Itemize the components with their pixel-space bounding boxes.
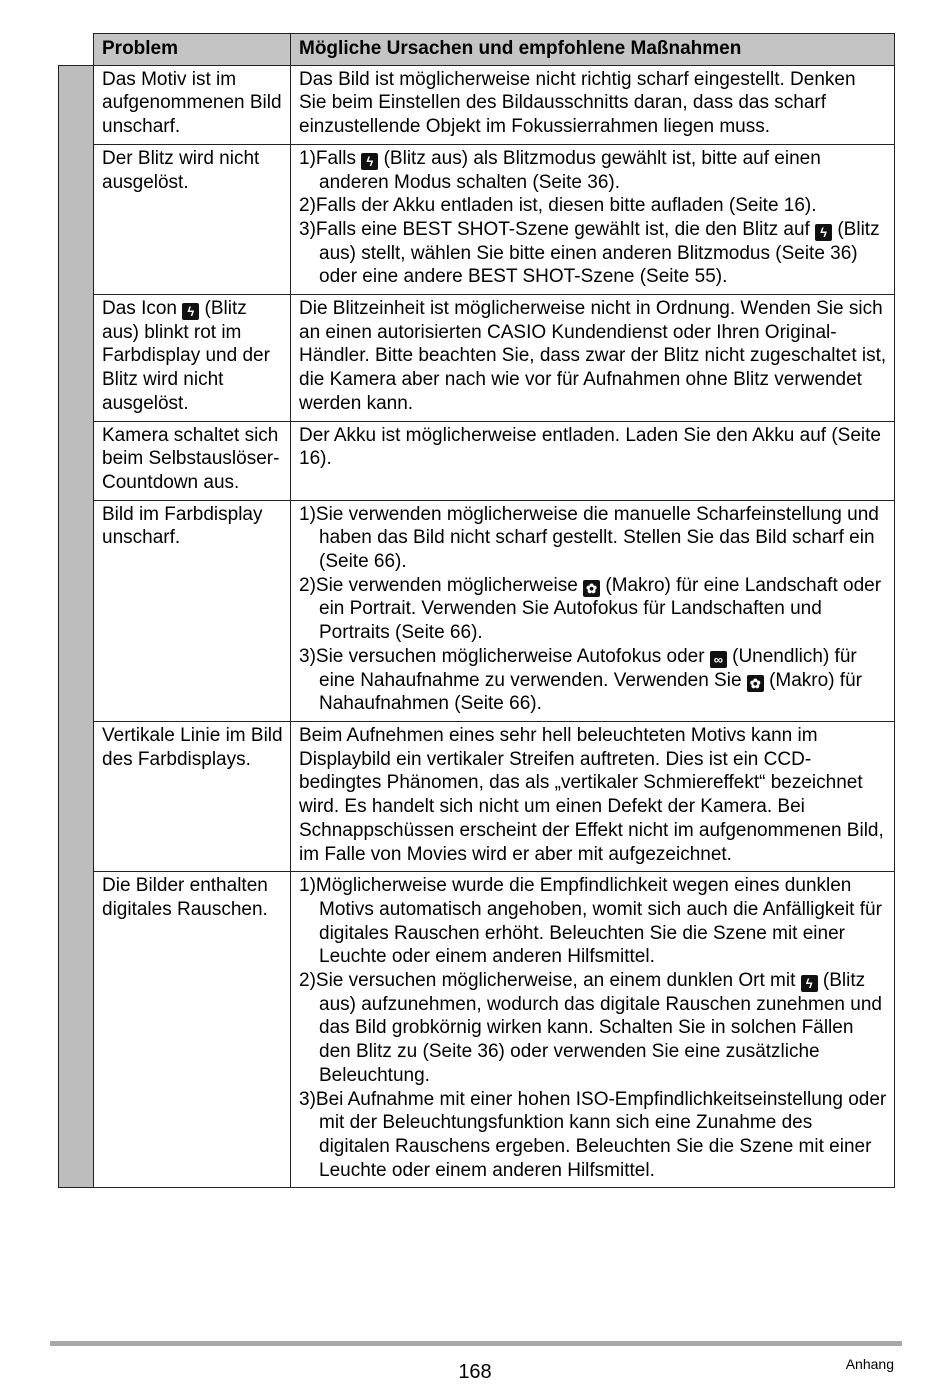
flash-off-icon: ϟ <box>815 224 832 241</box>
solution-step: 3)Bei Aufnahme mit einer hohen ISO-Empfindlichkeitseinstellung oder mit der Beleuchtungsfunktion kann sich eine Zunahme des digitalen Rauschens ergeben. Beleuchten Sie die Szene mit einer Leuchte oder einem anderen Hilfsmittel. <box>299 1088 887 1181</box>
macro-icon: ✿ <box>747 675 764 692</box>
table-row <box>59 721 895 871</box>
solution-steps <box>299 874 888 1182</box>
table-row <box>59 144 895 294</box>
solution-step: 1)Sie verwenden möglicherweise die manuelle Scharfeinstellung und haben das Bild nicht scharf gestellt. Stellen Sie das Bild scharf ein (Seite 66). <box>299 503 879 573</box>
footer-divider <box>50 1341 902 1346</box>
table-row <box>59 872 895 1188</box>
header-problem: Problem <box>94 34 291 66</box>
section-label: Anhang <box>845 1356 894 1372</box>
solution-cell <box>291 144 895 294</box>
solution-step: 1)Möglicherweise wurde die Empfindlichkeit wegen eines dunklen Motivs automatisch angehoben, womit sich auch die Anfälligkeit für digitales Rauschen erhöht. Beleuchten Sie die Szene mit einer Leuchte oder einem anderen Hilfsmittel. <box>299 875 882 968</box>
solution-cell <box>291 500 895 721</box>
solution-cell: Beim Aufnehmen eines sehr hell beleuchteten Motivs kann im Displaybild ein vertikaler Streifen auftreten. Dies ist ein CCD-bedingtes Phänomen, das als „vertikaler Schmiereffekt“ bezeichnet wird. Es handelt sich nicht um einen Defekt der Kamera. Bei Schnappschüssen erscheint der Effekt nicht im aufgenommenen Bild, im Falle von Movies wird er aber mit aufgezeichnet. <box>291 721 895 871</box>
flash-off-icon: ϟ <box>801 975 818 992</box>
solution-step: 2)Sie verwenden möglicherweise ✿ (Makro) für eine Landschaft oder ein Portrait. Verwenden Sie Autofokus für Landschaften und Portraits (Seite 66). <box>299 574 882 644</box>
solution-steps <box>299 147 888 289</box>
problem-cell: Die Bilder enthalten digitales Rauschen. <box>94 872 291 1188</box>
flash-off-icon: ϟ <box>182 303 199 320</box>
problem-cell: Vertikale Linie im Bild des Farbdisplays. <box>94 721 291 871</box>
problem-cell: Kamera schaltet sich beim Selbstauslöser-Countdown aus. <box>94 421 291 500</box>
problem-cell: Das Icon ϟ (Blitz aus) blinkt rot im Farbdisplay und der Blitz wird nicht ausgelöst. <box>94 295 291 422</box>
solution-cell <box>291 872 895 1188</box>
solution-step: 2)Sie versuchen möglicherweise, an einem dunklen Ort mit ϟ (Blitz aus) aufzunehmen, wodurch das digitale Rauschen zunehmen und das Bild grobkörnig wirken kann. Schalten Sie in solchen Fällen den Blitz zu (Seite 36) oder verwenden Sie eine zusätzliche Beleuchtung. <box>299 970 882 1086</box>
solution-step: 2)Falls der Akku entladen ist, diesen bitte aufladen (Seite 16). <box>299 195 817 217</box>
solution-step: 3)Falls eine BEST SHOT-Szene gewählt ist, die den Blitz auf ϟ (Blitz aus) stellt, wählen Sie bitte einen anderen Blitzmodus (Seite 36) oder eine andere BEST SHOT-Szene (Seite 55). <box>299 218 880 288</box>
table-row <box>59 295 895 422</box>
solution-cell: Das Bild ist möglicherweise nicht richtig scharf eingestellt. Denken Sie beim Einstellen des Bildausschnitts daran, dass das scharf einzustellende Objekt im Fokussierrahmen liegen muss. <box>291 65 895 144</box>
side-column-header <box>59 34 94 66</box>
problem-cell: Bild im Farbdisplay unscharf. <box>94 500 291 721</box>
table-row <box>59 421 895 500</box>
header-solution: Mögliche Ursachen und empfohlene Maßnahmen <box>291 34 895 66</box>
flash-off-icon: ϟ <box>361 153 378 170</box>
troubleshooting-table <box>58 33 895 1188</box>
solution-cell: Der Akku ist möglicherweise entladen. Laden Sie den Akku auf (Seite 16). <box>291 421 895 500</box>
section-side-bar <box>59 65 94 1188</box>
table-header-row <box>59 34 895 66</box>
table-row <box>59 500 895 721</box>
problem-cell: Das Motiv ist im aufgenommenen Bild unscharf. <box>94 65 291 144</box>
solution-cell: Die Blitzeinheit ist möglicherweise nicht in Ordnung. Wenden Sie sich an einen autorisierten CASIO Kundendienst oder Ihren Original-Händler. Bitte beachten Sie, dass zwar der Blitz nicht zugeschaltet ist, die Kamera aber nach wie vor für Aufnahmen ohne Blitz verwendet werden kann. <box>291 295 895 422</box>
macro-icon: ✿ <box>583 580 600 597</box>
page-number: 168 <box>458 1361 492 1383</box>
solution-steps <box>299 503 888 716</box>
table-row <box>59 65 895 144</box>
problem-cell: Der Blitz wird nicht ausgelöst. <box>94 144 291 294</box>
solution-step: 1)Falls ϟ (Blitz aus) als Blitzmodus gewählt ist, bitte auf einen anderen Modus schalten (Seite 36). <box>299 147 821 193</box>
solution-step: 3)Sie versuchen möglicherweise Autofokus oder ∞ (Unendlich) für eine Nahaufnahme zu verwenden. Verwenden Sie ✿ (Makro) für Nahaufnahmen (Seite 66). <box>299 645 862 715</box>
infinity-icon: ∞ <box>710 651 727 668</box>
